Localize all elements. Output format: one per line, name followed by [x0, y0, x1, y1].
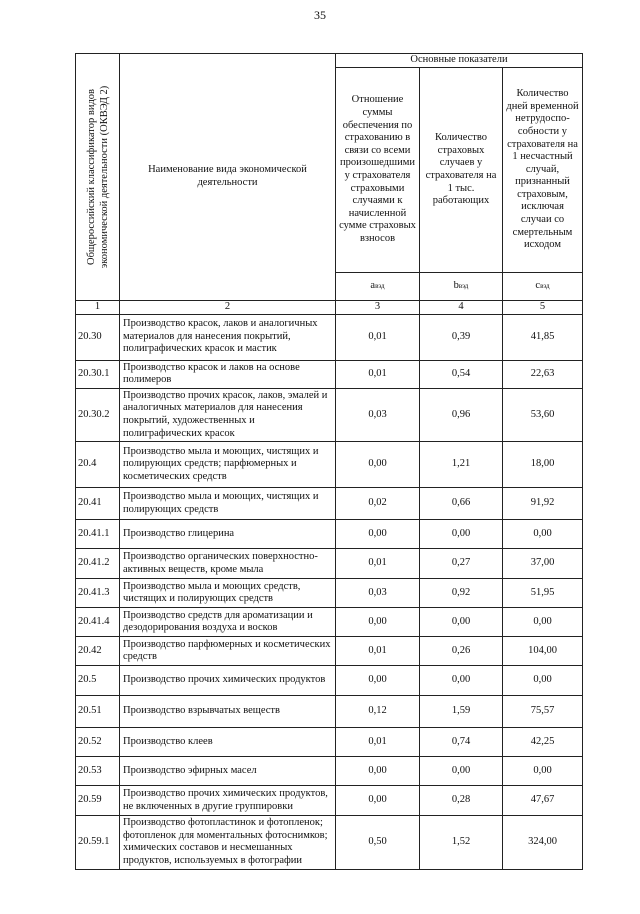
column-number: 2	[120, 301, 336, 315]
table-row	[76, 314, 583, 360]
value-b: 0,00	[420, 666, 503, 696]
okved-code: 20.53	[76, 757, 120, 786]
table-row	[76, 608, 583, 637]
activity-name: Производство прочих красок, лаков, эмалей и аналогичных материалов для нанесения покрытий, художественных и полиграфических красок	[120, 388, 336, 441]
okved-code: 20.30.1	[76, 360, 120, 388]
value-c: 0,00	[503, 666, 583, 696]
okved-code: 20.59	[76, 786, 120, 816]
value-c: 41,85	[503, 314, 583, 360]
table-row	[76, 579, 583, 608]
value-a: 0,00	[336, 786, 420, 816]
value-b: 0,74	[420, 728, 503, 757]
value-c: 324,00	[503, 816, 583, 869]
value-a: 0,00	[336, 608, 420, 637]
table-row	[76, 666, 583, 696]
table-row	[76, 549, 583, 579]
table-row	[76, 520, 583, 549]
activity-name: Производство взрывчатых веществ	[120, 696, 336, 728]
okved-code: 20.41.4	[76, 608, 120, 637]
activity-name: Производство средств для ароматизации и дезодорирования воздуха и восков	[120, 608, 336, 637]
table-row	[76, 757, 583, 786]
activity-name: Производство клеев	[120, 728, 336, 757]
header-symbol-b: bвэд	[420, 273, 503, 301]
value-b: 0,00	[420, 520, 503, 549]
value-c: 18,00	[503, 442, 583, 488]
okved-code: 20.4	[76, 442, 120, 488]
column-number: 1	[76, 301, 120, 315]
okved-code: 20.42	[76, 637, 120, 666]
value-a: 0,03	[336, 579, 420, 608]
activity-name: Производство мыла и моющих, чистящих и полирующих средств; парфюмерных и косметических средств	[120, 442, 336, 488]
value-a: 0,00	[336, 666, 420, 696]
value-a: 0,03	[336, 388, 420, 441]
value-b: 1,21	[420, 442, 503, 488]
value-b: 0,00	[420, 757, 503, 786]
value-a: 0,02	[336, 488, 420, 520]
okved-code: 20.41	[76, 488, 120, 520]
activity-name: Производство глицерина	[120, 520, 336, 549]
okved-code: 20.51	[76, 696, 120, 728]
activity-name: Производство красок и лаков на основе полимеров	[120, 360, 336, 388]
header-okved: Общероссийский классификатор видов экономической деятельности (ОКВЭД 2)	[76, 54, 120, 301]
value-b: 0,54	[420, 360, 503, 388]
value-a: 0,01	[336, 549, 420, 579]
column-number: 5	[503, 301, 583, 315]
table-row	[76, 786, 583, 816]
activity-name: Производство красок, лаков и аналогичных материалов для нанесения покрытий, полиграфических красок и мастик	[120, 314, 336, 360]
okved-code: 20.59.1	[76, 816, 120, 869]
table-row	[76, 728, 583, 757]
activity-name: Производство парфюмерных и косметических средств	[120, 637, 336, 666]
value-a: 0,01	[336, 728, 420, 757]
column-number: 3	[336, 301, 420, 315]
header-ratio: Отношение суммы обеспечения по страхованию в связи со всеми произошедшими у страхователя страховыми случаями к начисленной сумме страховых взносов	[336, 68, 420, 273]
header-symbol-c: cвэд	[503, 273, 583, 301]
value-c: 91,92	[503, 488, 583, 520]
activity-name: Производство органических поверхностно-активных веществ, кроме мыла	[120, 549, 336, 579]
value-a: 0,50	[336, 816, 420, 869]
table-row	[76, 816, 583, 869]
value-a: 0,01	[336, 637, 420, 666]
value-b: 0,27	[420, 549, 503, 579]
table-row	[76, 442, 583, 488]
value-b: 0,96	[420, 388, 503, 441]
activity-name: Производство эфирных масел	[120, 757, 336, 786]
activity-name: Производство мыла и моющих средств, чистящих и полирующих средств	[120, 579, 336, 608]
value-c: 0,00	[503, 608, 583, 637]
activity-name: Производство мыла и моющих, чистящих и полирующих средств	[120, 488, 336, 520]
page-number: 35	[314, 8, 326, 22]
header-days-count: Количество дней временной нетрудоспо-собности у страхователя на 1 несчастный случай, признанный страховым, исключая случаи со смертельным исходом	[503, 68, 583, 273]
column-number: 4	[420, 301, 503, 315]
header-main-indicators: Основные показатели	[336, 54, 583, 68]
table-row	[76, 696, 583, 728]
okved-code: 20.30	[76, 314, 120, 360]
activity-name: Производство фотопластинок и фотопленок; фотопленок для моментальных фотоснимков; химических составов и несмешанных продуктов, используемых в фотографии	[120, 816, 336, 869]
header-cases-count: Количество страховых случаев у страхователя на 1 тыс. работающих	[420, 68, 503, 273]
value-b: 0,26	[420, 637, 503, 666]
value-c: 51,95	[503, 579, 583, 608]
table-row	[76, 637, 583, 666]
okved-code: 20.52	[76, 728, 120, 757]
okved-code: 20.30.2	[76, 388, 120, 441]
okved-code: 20.41.2	[76, 549, 120, 579]
okved-code: 20.5	[76, 666, 120, 696]
table-row	[76, 388, 583, 441]
okved-code: 20.41.1	[76, 520, 120, 549]
value-b: 0,66	[420, 488, 503, 520]
value-b: 1,59	[420, 696, 503, 728]
activity-name: Производство прочих химических продуктов	[120, 666, 336, 696]
activity-name: Производство прочих химических продуктов, не включенных в другие группировки	[120, 786, 336, 816]
column-number-row	[76, 301, 583, 315]
value-a: 0,01	[336, 314, 420, 360]
value-a: 0,01	[336, 360, 420, 388]
value-c: 0,00	[503, 520, 583, 549]
header-symbol-a: aвэд	[336, 273, 420, 301]
table-row	[76, 488, 583, 520]
value-c: 75,57	[503, 696, 583, 728]
value-a: 0,00	[336, 520, 420, 549]
indicators-table	[75, 53, 583, 870]
value-c: 47,67	[503, 786, 583, 816]
value-c: 37,00	[503, 549, 583, 579]
value-c: 53,60	[503, 388, 583, 441]
header-row-1	[76, 54, 583, 68]
value-a: 0,00	[336, 757, 420, 786]
value-c: 42,25	[503, 728, 583, 757]
value-b: 0,39	[420, 314, 503, 360]
value-b: 0,92	[420, 579, 503, 608]
value-a: 0,00	[336, 442, 420, 488]
value-b: 0,00	[420, 608, 503, 637]
table-row	[76, 360, 583, 388]
header-activity-name: Наименование вида экономической деятельности	[120, 54, 336, 301]
value-c: 22,63	[503, 360, 583, 388]
value-a: 0,12	[336, 696, 420, 728]
value-b: 0,28	[420, 786, 503, 816]
okved-code: 20.41.3	[76, 579, 120, 608]
value-b: 1,52	[420, 816, 503, 869]
value-c: 104,00	[503, 637, 583, 666]
value-c: 0,00	[503, 757, 583, 786]
